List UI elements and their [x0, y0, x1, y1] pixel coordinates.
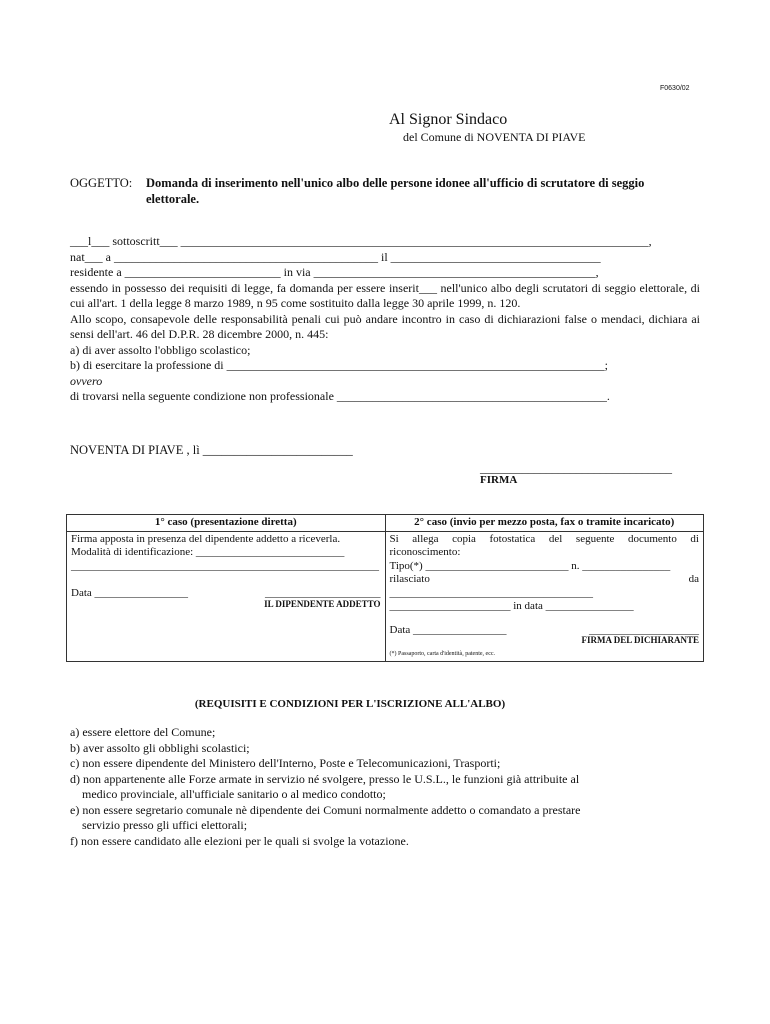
item-a: a) di aver assolto l'obbligo scolastico;	[70, 342, 251, 357]
name-line: ___l___ sottoscritt___ ______________________________________________________________________________,	[70, 234, 652, 248]
recipient-title: Al Signor Sindaco	[389, 111, 508, 128]
requirement-d-cont: medico provinciale, all'ufficiale sanitario o al medico condotto;	[82, 787, 386, 801]
case1-date: Data _________________	[71, 587, 189, 599]
requirements-title: (REQUISITI E CONDIZIONI PER L'ISCRIZIONE ALL'ALBO)	[194, 698, 506, 710]
case1-line3: ________________________________________________________	[71, 559, 379, 572]
requirement-e: e) non essere segretario comunale nè dipendente dei Comuni normalmente addetto o comandato a prestare	[70, 802, 581, 817]
residence-line: residente a __________________________ in via _______________________________________________,	[70, 265, 599, 279]
subject-label: OGGETTO:	[70, 176, 133, 190]
place-date-line: NOVENTA DI PIAVE , lì ________________________	[70, 443, 353, 457]
case2-line3: Tipo(*) __________________________ n. ________________	[389, 559, 671, 572]
case2-line1: Si allega copia fotostatica del seguente documento di	[389, 532, 699, 545]
item-c: di trovarsi nella seguente condizione non professionale _____________________________________________.	[70, 389, 610, 403]
case2-signature-line: ____________________	[589, 623, 699, 636]
requirement-e-cont: servizio presso gli uffici elettorali;	[82, 818, 248, 832]
case2-issued: rilasciato	[389, 573, 430, 585]
signature-line: ________________________________	[480, 461, 672, 475]
requirement-b: b) aver assolto gli obblighi scolastici;	[70, 740, 250, 755]
case2-line2: riconoscimento:	[389, 546, 461, 558]
requirement-c: c) non essere dipendente del Ministero dell'Interno, Poste e Telecomunicazioni, Trasporti;	[70, 756, 501, 770]
identification-table	[66, 514, 704, 662]
declaration-paragraph: Allo scopo, consapevole delle responsabilità penali cui può andare incontro in caso di dichiarazioni false o mendaci, dichiara ai sensi dell'art. 46 del D.P.R. 28 dicembre 2000, n. 445:	[70, 311, 700, 341]
case1-header: 1° caso (presentazione diretta)	[67, 515, 386, 532]
case2-signature-label: FIRMA DEL DICHIARANTE	[581, 635, 699, 645]
case2-cell	[385, 531, 704, 661]
requirement-a: a) essere elettore del Comune;	[70, 725, 216, 739]
signature-label: FIRMA	[480, 474, 518, 486]
case1-line1: Firma apposta in presenza del dipendente addetto a riceverla.	[71, 532, 341, 545]
case1-signature-label: IL DIPENDENTE ADDETTO	[264, 598, 381, 609]
case1-signature-line: _____________________	[265, 587, 381, 599]
requirement-f: f) non essere candidato alle elezioni per le quali si svolge la votazione.	[70, 833, 409, 848]
case2-line5: _____________________________________	[389, 586, 593, 599]
subject-block	[70, 175, 710, 207]
request-paragraph: essendo in possesso dei requisiti di legge, fa domanda per essere inserit___ nell'unico albo degli scrutatori di seggio elettorale, di cui all'art. 1 della legge 8 marzo 1989, n 95 come sostituito dalla legge 30 aprile 1999, n. 120.	[70, 280, 700, 310]
subject-text-continuation: elettorale.	[146, 192, 200, 206]
case2-by: da	[688, 573, 699, 585]
case2-footnote: (*) Passaporto, carta d'identità, patente, ecc.	[389, 650, 496, 657]
birth-line: nat___ a ____________________________________________ il ___________________________________	[70, 249, 601, 264]
subject-text: Domanda di inserimento nell'unico albo delle persone idonee all'ufficio di scrutatore di seggio	[146, 176, 645, 190]
case2-date: Data _________________	[389, 623, 507, 636]
recipient-subtitle: del Comune di NOVENTA DI PIAVE	[403, 130, 586, 144]
declaration-body	[70, 234, 700, 405]
case2-line6: ______________________ in data ________________	[389, 600, 634, 612]
form-code: F0630/02	[660, 85, 690, 92]
case1-line2: Modalità di identificazione: ___________________________	[71, 546, 345, 558]
requirements-list	[70, 725, 700, 849]
item-b: b) di esercitare la professione di _______________________________________________________________;	[70, 358, 608, 372]
case2-header: 2° caso (invio per mezzo posta, fax o tramite incaricato)	[385, 515, 704, 532]
requirement-d: d) non appartenente alle Forze armate in servizio né svolgere, presso le U.S.L., le funzioni già attribuite al	[70, 771, 580, 786]
ovvero-text: ovvero	[70, 373, 103, 388]
case1-cell	[67, 531, 386, 661]
